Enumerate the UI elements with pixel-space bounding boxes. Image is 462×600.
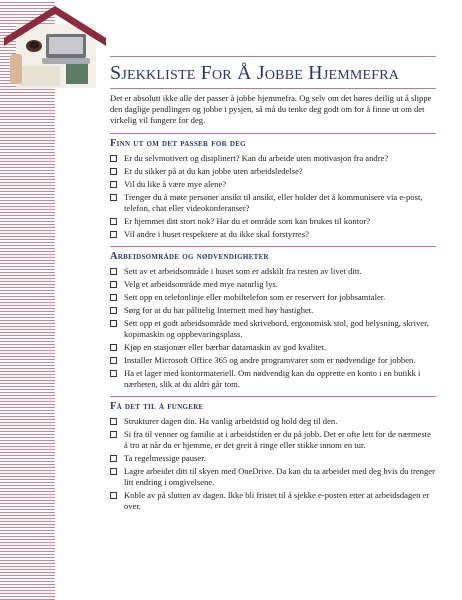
- item-text: Trenger du å møte personer ansikt til ansikt, eller holder det å kommunisere via e-post, telefon, chat eller videokonferanser?: [124, 192, 423, 213]
- section-title: Få det til å fungere: [110, 401, 204, 412]
- checklist-item: [110, 216, 436, 227]
- checklist-item: [110, 179, 436, 190]
- section-rule: [110, 133, 436, 134]
- item-text: Sett opp et godt arbeidsområde med skrivebord, ergonomisk stol, god belysning, skriver, kopimaskin og oppbevaringsplass.: [124, 318, 429, 339]
- checkbox[interactable]: [110, 307, 117, 314]
- checkbox[interactable]: [110, 418, 117, 425]
- item-text: Strukturer dagen din. Ha vanlig arbeidstid og hold deg til den.: [124, 416, 338, 426]
- content: [110, 93, 436, 518]
- checklist-item: [110, 368, 436, 390]
- item-text: Koble av på slutten av dagen. Ikke bli fristet til å sjekke e-posten etter at arbeidsdagen er over.: [124, 490, 430, 511]
- checklist: [110, 153, 436, 240]
- page-title: Sjekkliste For Å Jobbe Hjemmefra: [110, 62, 400, 84]
- item-text: Sørg for at du har pålitelig Internett med høy hastighet.: [124, 305, 314, 315]
- checkbox[interactable]: [110, 320, 117, 327]
- title-rule: [110, 88, 436, 89]
- top-rule: [110, 56, 436, 57]
- checkbox[interactable]: [110, 357, 117, 364]
- checkbox[interactable]: [110, 455, 117, 462]
- section-rule: [110, 396, 436, 397]
- checklist-item: [110, 166, 436, 177]
- intro-paragraph: Det er absolutt ikke alle det passer å jobbe hjemmefra. Og selv om det høres deilig ut å slippe den daglige pendlingen og jobbe i pysjen, så må du tenke deg godt om for å finne ut om det virkelig vil fungere for deg.: [110, 93, 432, 125]
- item-text: Er du selvmotivert og disiplinert? Kan du arbeide uten motivasjon fra andre?: [124, 153, 389, 163]
- checklist-item: [110, 490, 436, 512]
- item-text: Sett opp en telefonlinje eller mobiltelefon som er reservert for jobbsamtaler.: [124, 292, 386, 302]
- checkbox[interactable]: [110, 294, 117, 301]
- checkbox[interactable]: [110, 281, 117, 288]
- checklist-item: [110, 453, 436, 464]
- item-text: Installer Microsoft Office 365 og andre programvarer som er nødvendige for jobben.: [124, 355, 416, 365]
- item-text: Velg et arbeidsområde med mye naturlig lys.: [124, 279, 278, 289]
- item-text: Sett av et arbeidsområde i huset som er adskilt fra resten av livet ditt.: [124, 266, 362, 276]
- item-text: Er du sikker på at du kan jobbe uten arbeidsledelse?: [124, 166, 303, 176]
- section-title: Finn ut om det passer for deg: [110, 138, 246, 149]
- checkbox[interactable]: [110, 468, 117, 475]
- checklist-item: [110, 355, 436, 366]
- item-text: Vil du like å være mye alene?: [124, 179, 227, 189]
- checklist: [110, 416, 436, 512]
- checklist-item: [110, 416, 436, 427]
- checkbox[interactable]: [110, 370, 117, 377]
- checklist-item: [110, 266, 436, 277]
- checklist-item: [110, 342, 436, 353]
- checklist-item: [110, 305, 436, 316]
- checkbox[interactable]: [110, 431, 117, 438]
- section-rule: [110, 246, 436, 247]
- checklist-item: [110, 192, 436, 214]
- item-text: Ta regelmessige pauser.: [124, 453, 206, 463]
- checklist-item: [110, 279, 436, 290]
- checkbox[interactable]: [110, 231, 117, 238]
- item-text: Kjøp en stasjonær eller bærbar datamaskin av god kvalitet.: [124, 342, 327, 352]
- item-text: Si fra til venner og familie at i arbeidstiden er du på jobb. Det er ofte lett for de nærmeste å tro at når du er hjemme, er det greit å ringe eller stikke innom en tur.: [124, 429, 431, 450]
- checklist: [110, 266, 436, 390]
- item-text: Lagre arbeidet ditt til skyen med OneDrive. Da kan du ta arbeidet med deg hvis du trenger litt endring i omgivelsene.: [124, 466, 435, 487]
- checklist-item: [110, 229, 436, 240]
- item-text: Vil andre i huset respektere at du ikke skal forstyrres?: [124, 229, 309, 239]
- checkbox[interactable]: [110, 168, 117, 175]
- checklist-item: [110, 429, 436, 451]
- item-text: Er hjemmet ditt stort nok? Har du et område som kan brukes til kontor?: [124, 216, 371, 226]
- checkbox[interactable]: [110, 218, 117, 225]
- checklist-item: [110, 292, 436, 303]
- checkbox[interactable]: [110, 344, 117, 351]
- item-text: Ha et lager med kontormateriell. Om nødvendig kan du opprette en konto i en butikk i nærheten, slik at du aldri går tom.: [124, 368, 421, 389]
- checkbox[interactable]: [110, 181, 117, 188]
- checklist-item: [110, 153, 436, 164]
- checklist-item: [110, 318, 436, 340]
- checkbox[interactable]: [110, 492, 117, 499]
- checkbox[interactable]: [110, 194, 117, 201]
- checklist-item: [110, 466, 436, 488]
- checkbox[interactable]: [110, 268, 117, 275]
- house-photo-icon: [2, 2, 108, 92]
- section-title: Arbeidsområde og nødvendigheter: [110, 251, 269, 262]
- checkbox[interactable]: [110, 155, 117, 162]
